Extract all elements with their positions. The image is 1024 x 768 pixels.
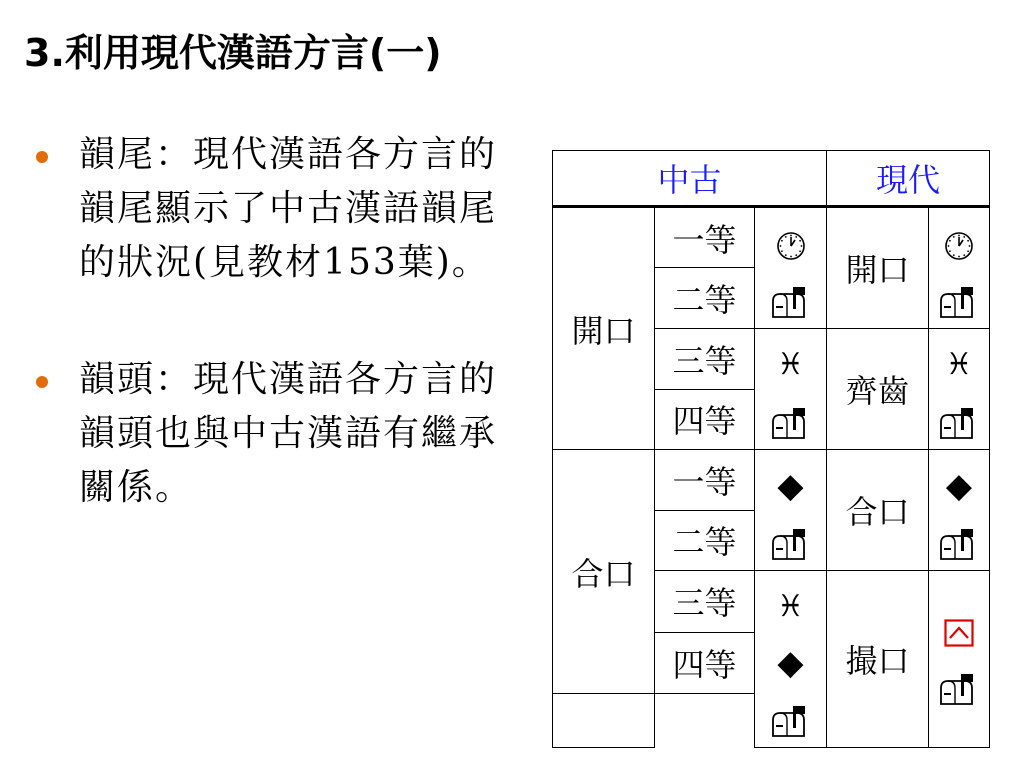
- symbol-cell: [929, 450, 990, 571]
- bullet-dot: [36, 376, 48, 388]
- mailbox-icon: [761, 514, 821, 570]
- mailbox-icon: [929, 272, 989, 328]
- group-hekou: 合口: [553, 450, 655, 694]
- group-kaikou: 開口: [553, 207, 655, 450]
- header-modern: 現代: [827, 151, 990, 207]
- symbol-cell: [755, 329, 827, 450]
- up-chevron-box-icon: [929, 603, 989, 659]
- pisces-icon: ♓︎: [777, 347, 804, 382]
- grade-cell: 一等: [655, 450, 755, 511]
- modern-category: 齊齒: [827, 329, 929, 450]
- symbol-cell: [755, 450, 827, 571]
- symbol-cell: [929, 207, 990, 329]
- clock-icon: [929, 216, 989, 272]
- symbol-cell: [929, 571, 990, 748]
- symbol-cell: [755, 207, 827, 329]
- modern-category: 開口: [827, 207, 929, 329]
- grade-cell: 三等: [655, 571, 755, 633]
- symbol-cell: [755, 571, 827, 748]
- diamond-icon: ◆: [777, 643, 804, 683]
- modern-category: 撮口: [827, 571, 929, 748]
- mailbox-icon: [929, 393, 989, 449]
- mailbox-icon: [761, 691, 821, 747]
- grade-cell: 三等: [655, 329, 755, 390]
- pisces-icon: ♓︎: [777, 589, 804, 624]
- grade-cell-empty: [553, 694, 655, 748]
- mailbox-icon: [929, 659, 989, 715]
- pisces-icon: ♓︎: [945, 347, 973, 382]
- bullet-text: 韻尾：現代漢語各方言的韻尾顯示了中古漢語韻尾的狀況(見教材153葉)。: [79, 134, 498, 283]
- symbol-cell: [929, 329, 990, 450]
- header-middle-chinese: 中古: [553, 151, 827, 207]
- grade-cell: 一等: [655, 207, 755, 268]
- diamond-icon: ◆: [777, 466, 804, 506]
- grade-cell: 二等: [655, 510, 755, 571]
- mailbox-icon: [929, 514, 989, 570]
- diamond-icon: ◆: [945, 466, 973, 506]
- grade-cell: 四等: [655, 389, 755, 450]
- clock-icon: [761, 216, 821, 272]
- rhyme-table: [552, 150, 990, 748]
- grade-cell: 四等: [655, 632, 755, 694]
- slide-title: 3.利用現代漢語方言(一): [24, 31, 442, 75]
- bullet-text: 韻頭：現代漢語各方言的韻頭也與中古漢語有繼承關係。: [79, 359, 498, 508]
- mailbox-icon: [761, 393, 821, 449]
- bullet-dot: [36, 151, 48, 163]
- modern-category: 合口: [827, 450, 929, 571]
- grade-cell: 二等: [655, 268, 755, 329]
- mailbox-icon: [761, 272, 821, 328]
